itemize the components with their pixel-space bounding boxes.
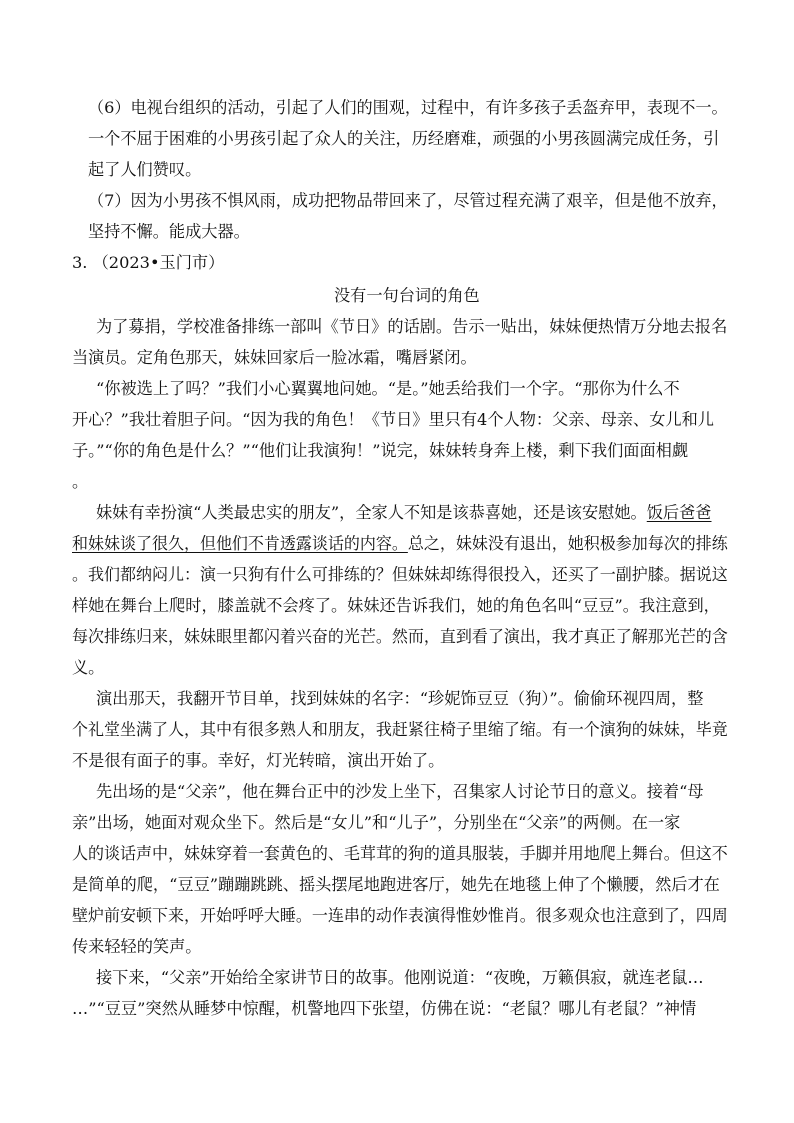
- paragraph-3-line-6: 义。: [72, 658, 105, 677]
- paragraph-3-text: 总之，妹妹没有退出，她积极参加每次的排练: [407, 534, 728, 553]
- answer-6-line-3: 起了人们赞叹。: [88, 160, 202, 179]
- paragraph-6-line-1: 接下来，“父亲”开始给全家讲节日的故事。他刚说道：“夜晚，万籁俱寂，就连老鼠…: [96, 968, 704, 987]
- paragraph-3-line-5: 每次排练归来，妹妹眼里都闪着兴奋的光芒。然而，直到看了演出，我才真正了解那光芒的含: [72, 627, 728, 646]
- paragraph-5-line-3: 人的谈话声中，妹妹穿着一套黄色的、毛茸茸的狗的道具服装，手脚并用地爬上舞台。但这不: [72, 844, 728, 863]
- paragraph-3-text: 妹妹有幸扮演“人类最忠实的朋友”，全家人不知是该恭喜她，还是该安慰她。: [96, 503, 647, 522]
- paragraph-5-line-4: 是简单的爬，“豆豆”蹦蹦跳跳、摇头摆尾地跑进客厅，她先在地毯上伸了个懒腰，然后才在: [72, 875, 720, 894]
- underlined-sentence-start: 饭后爸爸: [646, 503, 712, 522]
- paragraph-5-line-6: 传来轻轻的笑声。: [72, 937, 202, 956]
- paragraph-2-line-3: 子。”“你的角色是什么？”“他们让我演狗！”说完，妹妹转身奔上楼，剩下我们面面相觑: [72, 441, 689, 460]
- paragraph-5-line-2: 亲”出场，她面对观众坐下。然后是“女儿”和“儿子”，分别坐在“父亲”的两侧。在一家: [72, 813, 681, 832]
- question-number: 3. （2023•玉门市）: [72, 253, 225, 272]
- answer-6-line-1: （6）电视台组织的活动，引起了人们的围观，过程中，有许多孩子丢盔弃甲，表现不一。: [88, 98, 728, 117]
- paragraph-5-line-1: 先出场的是“父亲”，他在舞台正中的沙发上坐下，召集家人讨论节日的意义。接着“母: [96, 782, 704, 801]
- article-title: 没有一句台词的角色: [334, 286, 480, 305]
- paragraph-5-line-5: 壁炉前安顿下来，开始呼呼大睡。一连串的动作表演得惟妙惟肖。很多观众也注意到了，四周: [72, 906, 728, 925]
- answer-7-line-2: 坚持不懈。能成大器。: [88, 222, 250, 241]
- paragraph-2-line-1: “你被选上了吗？”我们小心翼翼地问她。“是。”她丢给我们一个字。“那你为什么不: [96, 379, 680, 398]
- paragraph-2-line-4: 。: [72, 472, 89, 491]
- paragraph-6-line-2: …”“豆豆”突然从睡梦中惊醒，机警地四下张望，仿佛在说：“老鼠？哪儿有老鼠？”神情: [72, 999, 697, 1018]
- paragraph-3-line-1: [96, 502, 712, 524]
- paragraph-3-line-4: 样她在舞台上爬时，膝盖就不会疼了。妹妹还告诉我们，她的角色名叫“豆豆”。我注意到，: [72, 596, 720, 615]
- paragraph-1-line-1: 为了募捐，学校准备排练一部叫《节日》的话剧。告示一贴出，妹妹便热情万分地去报名: [96, 317, 728, 336]
- answer-6-line-2: 一个不屈于困难的小男孩引起了众人的关注，历经磨难，顽强的小男孩圆满完成任务，引: [88, 129, 720, 148]
- paragraph-4-line-3: 不是很有面子的事。幸好，灯光转暗，演出开始了。: [72, 751, 445, 770]
- paragraph-3-line-2: [72, 533, 728, 555]
- paragraph-4-line-1: 演出那天，我翻开节目单，找到妹妹的名字：“珍妮饰豆豆（狗）”。偷偷环视四周，整: [96, 689, 704, 708]
- paragraph-4-line-2: 个礼堂坐满了人，其中有很多熟人和朋友，我赶紧往椅子里缩了缩。有一个演狗的妹妹，毕竟: [72, 720, 728, 739]
- paragraph-3-line-3: 。我们都纳闷儿：演一只狗有什么可排练的？但妹妹却练得很投入，还买了一副护膝。据说这: [72, 565, 728, 584]
- underlined-sentence-end: 和妹妹谈了很久，但他们不肯透露谈话的内容。: [72, 534, 408, 553]
- paragraph-1-line-2: 当演员。定角色那天，妹妹回家后一脸冰霜，嘴唇紧闭。: [72, 348, 477, 367]
- paragraph-2-line-2: 开心？”我壮着胆子问。“因为我的角色！《节日》里只有4个人物：父亲、母亲、女儿和儿: [72, 410, 714, 429]
- answer-7-line-1: （7）因为小男孩不惧风雨，成功把物品带回来了，尽管过程充满了艰辛，但是他不放弃，: [88, 191, 728, 210]
